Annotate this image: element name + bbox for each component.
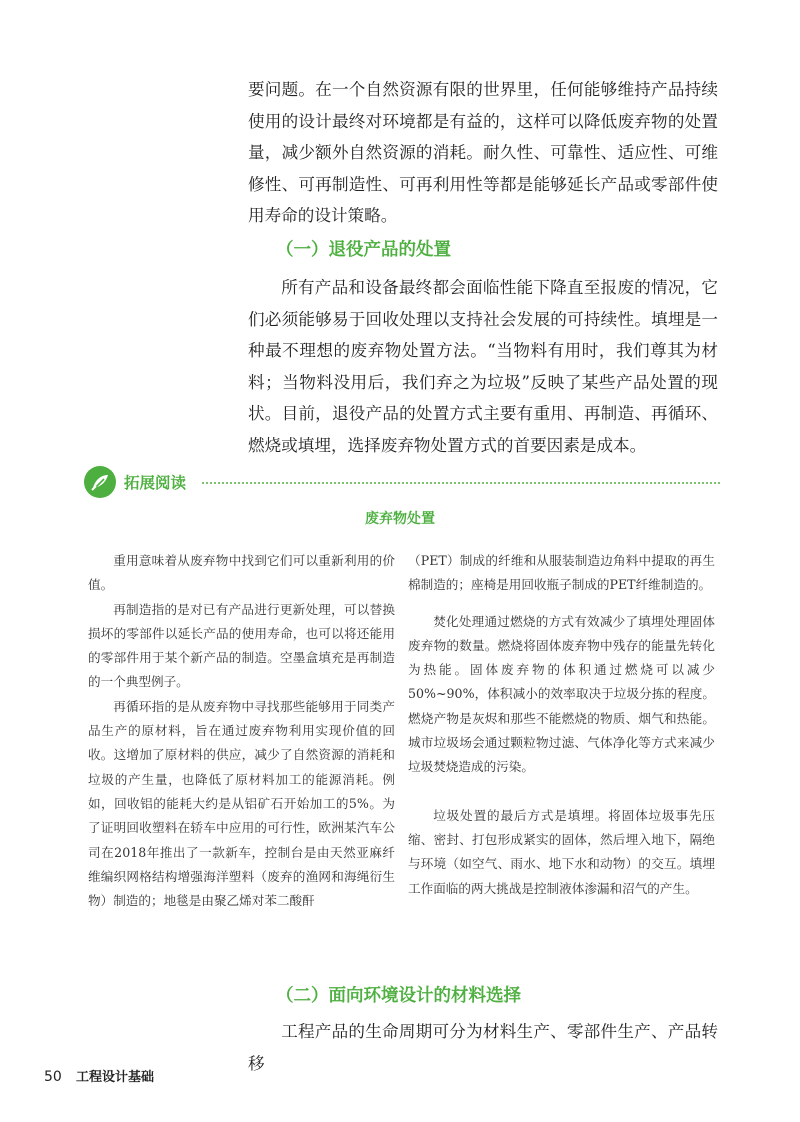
left-paragraph-reuse: 重用意味着从废弃物中找到它们可以重新利用的价值。 (88, 553, 395, 593)
right-paragraph-continued: （PET）制成的纤维和从服装制造边角料中提取的再生棉制造的；座椅是用回收瓶子制成的PET纤维制造的。 (408, 553, 715, 593)
extended-reading-label: 拓展阅读 (124, 474, 187, 492)
page-number: 50 (44, 1069, 62, 1085)
left-paragraph-recycle: 再循环指的是从废弃物中寻找那些能够用于同类产品生产的原材料，旨在通过废弃物利用实现价值的回收。这增加了原材料的供应，减少了自然资源的消耗和垃圾的产生量，也降低了原材料加工的能源消耗。例如，回收铝的能耗大约是从铝矿石开始加工的5%。为了证明回收塑料在轿车中应用的可行性，欧洲某汽车公司在2018年推出了一款新车，控制台是由天然亚麻纤维编织网格结构增强海洋塑料（废弃的渔网和海绳衍生物）制造的；地毯是由聚乙烯对苯二酸酐 (88, 698, 395, 909)
extended-reading-title: 废弃物处置 (365, 511, 435, 527)
extended-reading-left-column (88, 549, 395, 913)
intro-paragraph: 要问题。在一个自然资源有限的世界里，任何能够维持产品持续使用的设计最终对环境都是有益的，这样可以降低废弃物的处置量，减少额外自然资源的消耗。耐久性、可靠性、适应性、可维修性、可再制造性、可再利用性等都是能够延长产品或零部件使用寿命的设计策略。 (248, 80, 718, 225)
section-heading-disposal: （一）退役产品的处置 (276, 240, 451, 260)
right-paragraph-landfill: 垃圾处置的最后方式是填埋。将固体垃圾事先压缩、密封、打包形成紧实的固体，然后埋入地下，隔绝与环境（如空气、雨水、地下水和动物）的交互。填埋工作面临的两大挑战是控制液体渗漏和沼气的产生。 (408, 807, 715, 896)
page-footer (44, 1066, 154, 1085)
dotted-divider (202, 482, 720, 484)
book-title: 工程设计基础 (75, 1070, 154, 1085)
extended-reading-right-column (408, 549, 715, 901)
right-paragraph-incineration: 焚化处理通过燃烧的方式有效减少了填埋处理固体废弃物的数量。燃烧将固体废弃物中残存的能量先转化为热能。固体废弃物的体积通过燃烧可以减少50%~90%，体积减小的效率取决于垃圾分拣的程度。燃烧产物是灰烬和那些不能燃烧的物质、烟气和热能。城市垃圾场会通过颗粒物过滤、气体净化等方式来减少垃圾焚烧造成的污染。 (408, 613, 715, 775)
section-paragraph-materials: 工程产品的生命周期可分为材料生产、零部件生产、产品转移 (248, 1022, 718, 1073)
section-paragraph-disposal: 所有产品和设备最终都会面临性能下降直至报废的情况，它们必须能够易于回收处理以支持社会发展的可持续性。填埋是一种最不理想的废弃物处置方法。“当物料有用时，我们尊其为材料；当物料没用后，我们弃之为垃圾”反映了某些产品处置的现状。目前，退役产品的处置方式主要有重用、再制造、再循环、燃烧或填埋，选择废弃物处置方式的首要因素是成本。 (248, 278, 718, 455)
left-paragraph-remanufacture: 再制造指的是对已有产品进行更新处理，可以替换损坏的零部件以延长产品的使用寿命，也可以将还能用的零部件用于某个新产品的制造。空墨盒填充是再制造的一个典型例子。 (88, 601, 395, 690)
extended-reading-bar (84, 466, 720, 498)
section-heading-materials: （二）面向环境设计的材料选择 (276, 986, 521, 1006)
reading-leaf-icon (84, 466, 116, 498)
